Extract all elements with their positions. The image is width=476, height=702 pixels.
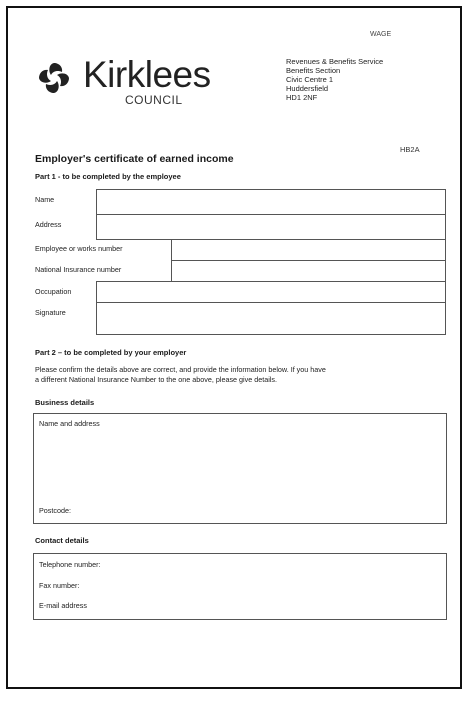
address-line: HD1 2NF bbox=[286, 93, 318, 102]
logo-subtitle: COUNCIL bbox=[125, 93, 183, 107]
form-reference: HB2A bbox=[400, 145, 420, 154]
signature-label: Signature bbox=[35, 308, 66, 317]
council-address bbox=[286, 57, 383, 102]
part1-heading: Part 1 - to be completed by the employee bbox=[35, 172, 181, 181]
kirklees-swirl-icon bbox=[37, 61, 71, 95]
signature-field[interactable] bbox=[96, 302, 446, 335]
part2-intro-line: a different National Insurance Number to the one above, please give details. bbox=[35, 374, 277, 384]
fax-label: Fax number: bbox=[39, 581, 80, 590]
form-page bbox=[6, 6, 462, 689]
address-label: Address bbox=[35, 220, 62, 229]
email-label: E-mail address bbox=[39, 601, 87, 610]
logo-wordmark: Kirklees bbox=[83, 54, 211, 95]
occupation-field[interactable] bbox=[96, 281, 446, 303]
name-field[interactable] bbox=[96, 189, 446, 215]
telephone-label: Telephone number: bbox=[39, 560, 101, 569]
business-details-box[interactable] bbox=[33, 413, 447, 524]
address-line: Huddersfield bbox=[286, 84, 329, 93]
contact-details-heading: Contact details bbox=[35, 536, 89, 545]
address-line: Civic Centre 1 bbox=[286, 75, 334, 84]
business-details-heading: Business details bbox=[35, 398, 95, 407]
ni-number-field[interactable] bbox=[171, 260, 446, 282]
part2-intro bbox=[35, 365, 445, 384]
name-label: Name bbox=[35, 195, 55, 204]
address-field[interactable] bbox=[96, 214, 446, 240]
address-line: Benefits Section bbox=[286, 66, 341, 75]
occupation-label: Occupation bbox=[35, 287, 72, 296]
wage-code: WAGE bbox=[370, 31, 392, 38]
postcode-label: Postcode: bbox=[39, 506, 71, 515]
form-title: Employer's certificate of earned income bbox=[35, 153, 234, 165]
address-line: Revenues & Benefits Service bbox=[286, 57, 384, 66]
employee-number-label: Employee or works number bbox=[35, 244, 123, 253]
name-address-label: Name and address bbox=[39, 419, 100, 428]
contact-details-box[interactable] bbox=[33, 553, 447, 620]
employee-number-field[interactable] bbox=[171, 239, 446, 261]
part2-heading: Part 2 – to be completed by your employer bbox=[35, 348, 187, 357]
ni-number-label: National Insurance number bbox=[35, 265, 122, 274]
kirklees-logo bbox=[37, 55, 247, 115]
part2-intro-line: Please confirm the details above are correct, and provide the information below. If you have bbox=[35, 365, 326, 374]
